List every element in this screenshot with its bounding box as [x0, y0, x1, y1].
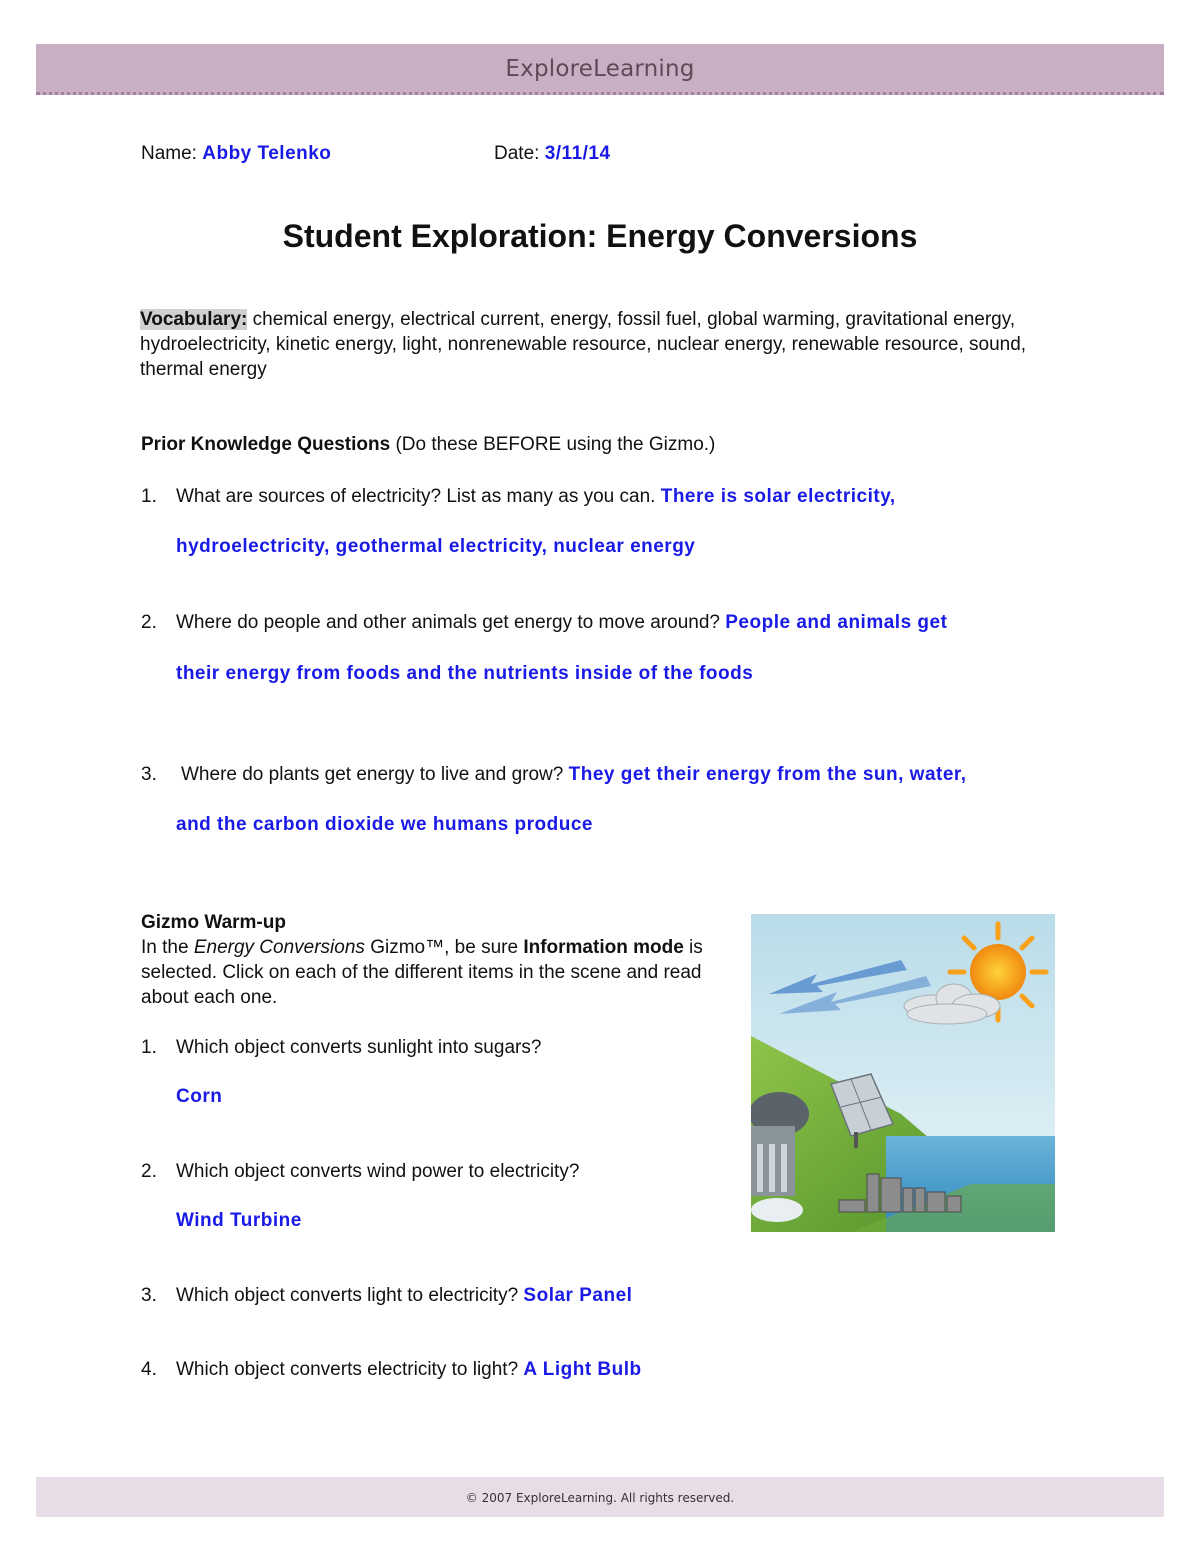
- prior-knowledge-heading: [141, 433, 715, 457]
- question-number: 1.: [141, 486, 157, 507]
- question-number: 3.: [141, 764, 157, 785]
- pk-answer-1-cont: hydroelectricity, geothermal electricity, nuclear energy: [176, 536, 696, 557]
- name-field: [141, 142, 331, 166]
- date-value: 3/11/14: [544, 143, 611, 164]
- pk-answer-3-cont: and the carbon dioxide we humans produce: [176, 814, 593, 835]
- pk-answer-2-cont: their energy from foods and the nutrients inside of the foods: [176, 663, 754, 684]
- vocabulary-block: [140, 307, 1065, 382]
- warmup-answer-1: Corn: [176, 1086, 223, 1107]
- warmup-question-1: [141, 1036, 541, 1060]
- explorelearning-logo: ExploreLearning: [505, 56, 695, 82]
- question-number: 4.: [141, 1359, 157, 1380]
- intro-text: is selected. Click on each of the different items in the scene and read about each one.: [141, 937, 703, 1008]
- question-number: 1.: [141, 1037, 157, 1058]
- intro-text: Gizmo™, be sure: [364, 937, 524, 958]
- vocabulary-terms: chemical energy, electrical current, energy, fossil fuel, global warming, gravitational energy, hydroelectricity, kinetic energy, light, nonrenewable resource, nuclear energy, renewable resource, sound, thermal energy: [140, 309, 1027, 380]
- copyright-notice: © 2007 ExploreLearning. All rights reserved.: [465, 1491, 735, 1505]
- vocabulary-label: Vocabulary:: [140, 309, 248, 330]
- pk-question-1: [141, 485, 896, 509]
- answer-text: People and animals get: [725, 612, 948, 633]
- answer-text: There is solar electricity,: [660, 486, 896, 507]
- question-number: 2.: [141, 612, 157, 633]
- information-mode: Information mode: [523, 937, 684, 958]
- intro-text: In the: [141, 937, 194, 958]
- warmup-answer-2: Wind Turbine: [176, 1210, 302, 1231]
- prior-knowledge-title: Prior Knowledge Questions: [141, 434, 391, 455]
- question-text: Which object converts wind power to electricity?: [176, 1161, 580, 1182]
- question-number: 2.: [141, 1161, 157, 1182]
- footer-band: [36, 1477, 1164, 1517]
- answer-text: They get their energy from the sun, water,: [568, 764, 967, 785]
- pk-question-2: [141, 611, 947, 635]
- warmup-intro: [141, 910, 721, 1010]
- question-text: Where do people and other animals get energy to move around?: [176, 612, 720, 633]
- question-text: What are sources of electricity? List as many as you can.: [176, 486, 656, 507]
- name-value: Abby Telenko: [202, 143, 332, 164]
- name-label: Name:: [141, 143, 197, 164]
- question-text: Where do plants get energy to live and grow?: [181, 764, 564, 785]
- header-band: [36, 44, 1164, 95]
- warmup-question-2: [141, 1160, 579, 1184]
- date-label: Date:: [494, 143, 540, 164]
- question-text: Which object converts electricity to light?: [176, 1359, 519, 1380]
- question-text: Which object converts light to electricity?: [176, 1285, 519, 1306]
- energy-scene-illustration: [751, 914, 1055, 1232]
- question-number: 3.: [141, 1285, 157, 1306]
- date-field: [494, 142, 611, 166]
- page-title: Student Exploration: Energy Conversions: [282, 218, 918, 254]
- question-text: Which object converts sunlight into sugars?: [176, 1037, 542, 1058]
- warmup-heading: Gizmo Warm-up: [141, 912, 286, 933]
- answer-text: Solar Panel: [523, 1285, 633, 1306]
- answer-text: A Light Bulb: [523, 1359, 642, 1380]
- warmup-question-4: [141, 1358, 642, 1382]
- pk-question-3: [141, 763, 967, 787]
- warmup-question-3: [141, 1284, 632, 1308]
- gizmo-name: Energy Conversions: [193, 937, 365, 958]
- prior-knowledge-note: (Do these BEFORE using the Gizmo.): [395, 434, 716, 455]
